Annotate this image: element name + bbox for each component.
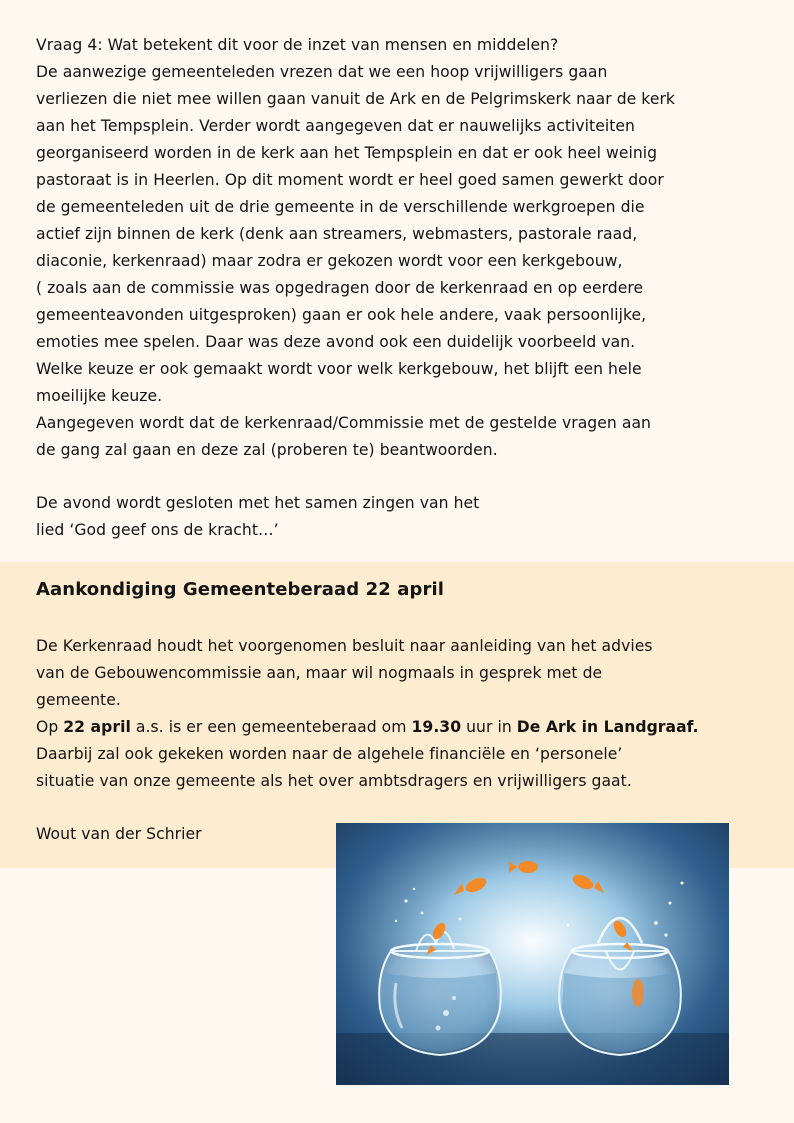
- goldfish-bowls-photo: [336, 823, 729, 1085]
- announcement-meeting-line: [36, 714, 766, 741]
- meeting-line-mid: a.s. is er een gemeenteberaad om: [130, 718, 412, 736]
- answer-paragraph: De aanwezige gemeenteleden vrezen dat we een hoop vrijwilligers gaan verliezen die niet mee willen gaan vanuit de Ark en de Pelgrimskerk naar de kerk aan het Tempsplein. Verder wordt aangegeven dat er nauwelijks activiteiten georganiseerd worden in de kerk aan het Tempsplein en dat er ook heel weinig pastoraat is in Heerlen. Op dit moment wordt er heel goed samen gewerkt door de gemeenteleden uit de drie gemeente in de verschillende werkgroepen die actief zijn binnen de kerk (denk aan streamers, webmasters, pastorale raad, diaconie, kerkenraad) maar zodra er gekozen wordt voor een kerkgebouw, ( zoals aan de commissie was opgedragen door de kerkenraad en op eerdere gemeenteavonden uitgesproken) gaan er ook hele andere, vaak persoonlijke, emoties mee spelen. Daar was deze avond ook een duidelijk voorbeeld van. Welke keuze er ook gemaakt wordt voor welk kerkgebouw, het blijft een hele moeilijke keuze. Aangegeven wordt dat de kerkenraad/Commissie met de gestelde vragen aan de gang zal gaan en deze zal (proberen te) beantwoorden.: [36, 63, 676, 459]
- left-fishbowl: [379, 932, 501, 1055]
- meeting-time: 19.30: [411, 718, 462, 736]
- announcement-details: Daarbij zal ook gekeken worden naar de algehele financiële en ‘personele’ situatie van onze gemeente als het over ambtsdragers en vrijwilligers gaat.: [36, 745, 632, 790]
- announcement-heading: Aankondiging Gemeenteberaad 22 april: [36, 579, 444, 600]
- closing-paragraph: De avond wordt gesloten met het samen zingen van het lied ‘God geef ons de kracht…’: [36, 494, 480, 539]
- question-line: Vraag 4: Wat betekent dit voor de inzet van mensen en middelen?: [36, 36, 559, 54]
- meeting-line-mid2: uur in: [461, 718, 517, 736]
- author-name: Wout van der Schrier: [36, 825, 202, 843]
- meeting-location: De Ark in Landgraaf.: [516, 718, 699, 736]
- table-surface: [336, 1033, 729, 1085]
- goldfish-jumping-illustration: [336, 823, 729, 1085]
- meeting-date: 22 april: [63, 718, 131, 736]
- meeting-line-prefix: Op: [36, 718, 64, 736]
- announcement-intro: De Kerkenraad houdt het voorgenomen besluit naar aanleiding van het advies van de Gebouwencommissie aan, maar wil nogmaals in gesprek met de gemeente.: [36, 637, 653, 709]
